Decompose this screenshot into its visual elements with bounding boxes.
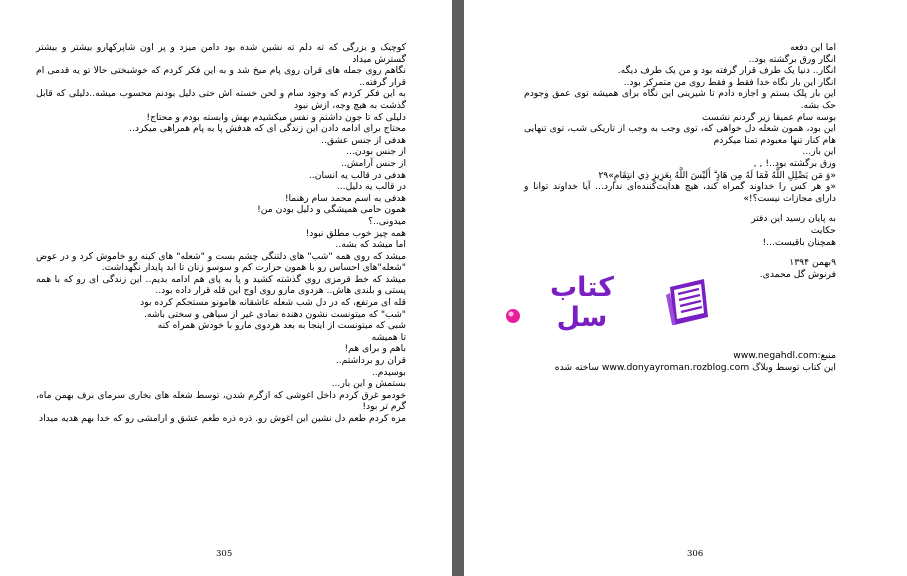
paragraph: "شب" که میتونست نشون دهنده نمادی غیر از سیاهی و سختی باشه.	[144, 308, 406, 320]
page-number: 306	[687, 549, 704, 559]
closing-line: حکایت	[810, 224, 836, 236]
page-305-text	[36, 42, 406, 425]
paragraph: این بود، همون شعله دل خواهی که، توی وجب به وجب از تاریکی شب، توی تنهایی هام کنار تنها معبودم تمنا میکردم	[524, 123, 836, 146]
page-306	[464, 0, 907, 576]
paragraph: میشد که روی همه "شب" های دلتنگی چشم بست و "شعله" های کینه رو خاموش کرد و در عوض "شعله"های احساس رو با همون حرارت کم و سوسو زنان تا ابد پایدار نگهداشت.	[36, 250, 406, 274]
paragraph: همه چیز خوب مطلق نبود!	[305, 227, 406, 239]
paragraph: میشد که خط قرمزی روی گذشته کشید و پا به پای هم ادامه بدیم.. این زندگی ای رو که با همه پستی و بلندی هاش.. هردوی مارو روی اوج این قله قرار داده بود..	[36, 273, 406, 297]
paragraph: همون حامی همیشگی و دلیل بودن من!	[257, 204, 406, 216]
paragraph: ورق برگشته بود..! , ,	[753, 157, 836, 169]
paragraph: کوچیک و بزرگی که ته دلم ته نشین شده بود دامن میزد و پر اون شاپرکهارو بیشتر و بیشتر گسترش میداد	[36, 42, 406, 65]
paragraph: هدفی از جنس عشق..	[321, 134, 406, 146]
paragraph: هدفی به اسم محمد سام رهنما!	[284, 192, 406, 204]
paragraph: این بار پلک بستم و اجازه دادم تا شیرینی این نگاه برای همیشه توی عمق وجودم حک بشه.	[524, 88, 836, 111]
paragraph: باهم و برای هم!	[344, 343, 406, 355]
paragraph: میدونی..؟	[368, 215, 406, 227]
paragraph: اما میشد که بشه..	[335, 239, 406, 251]
paragraph: هدفی در قالب یه انسان..	[308, 169, 406, 181]
paragraph: انگار.. دنیا یک طرف قرار گرفته بود و من یک طرف دیگه.	[617, 65, 836, 77]
paragraph: بوسیدم..	[371, 366, 406, 378]
ketabsal-logo	[502, 273, 718, 337]
book-icon	[664, 277, 714, 329]
paragraph: تا همیشه	[371, 331, 406, 343]
paragraph: به این فکر کردم که وجود سام و لحن خسته اش حتی دلیل بودنم محسوب میشه..دلیلی که قابل گذشت به هیچ وجه، ازش نبود	[36, 88, 406, 111]
page-number: 305	[216, 549, 233, 559]
page-306-text	[524, 42, 836, 280]
paragraph: قران رو برداشتم..	[335, 355, 406, 367]
paragraph: انگار ورق برگشته بود..	[748, 53, 836, 65]
source-blog-credit: این کتاب توسط وبلاگ www.donyayroman.rozblog.com ساخته شده	[554, 361, 836, 373]
source-credit	[509, 350, 836, 373]
date-line: ۹بهمن ۱۳۹۴	[789, 257, 836, 269]
paragraph: بوسه سام عمیقا زیر گردنم نشست	[702, 111, 836, 123]
paragraph: در قالب یه دلیل...	[336, 181, 406, 193]
page-305	[0, 0, 452, 576]
source-label: منبع:www.negahdl.com	[733, 350, 836, 361]
page-gutter	[452, 0, 464, 576]
paragraph: شبی که میتونست از اینجا به بعد هردوی مارو با خودش همراه کنه	[157, 320, 406, 332]
paragraph: خودمو غرق کردم داخل اغوشی که ازگرم شدن، توسط شعله های بخاری سرمای برف بهمن ماه، گرم تر بود!	[36, 389, 406, 413]
paragraph: محتاج برای ادامه دادن این زندگی ای که هدفش پا به پام همراهی میکرد..	[129, 123, 406, 135]
verse-translation: «و هر کس را خداوند گمراه کند، هیچ هدایت‌کننده‌ای ندارد... آیا خداوند توانا و دارای مجازات نیست؟!»	[524, 181, 836, 204]
closing-line: به پایان رسید این دفتر	[751, 213, 836, 225]
logo-dot-icon	[504, 307, 522, 325]
paragraph: دلیلی که تا جون داشتم و نفس میکشیدم بهش وابسته بودم و محتاج!	[146, 111, 406, 123]
logo-text-ketab: کتاب	[550, 272, 614, 303]
paragraph: بستمش و این بار...	[331, 378, 406, 390]
paragraph: از جنس بودن...	[346, 146, 406, 158]
paragraph: مزه کردم طعم دل نشین این اغوش رو. ذره ذره طعم عشق و ارامشی رو که خدا بهم هدیه میداد	[39, 413, 406, 424]
logo-text-sal: سل	[556, 302, 608, 333]
closing-line: همچنان باقیست...!	[762, 236, 836, 248]
paragraph: اما این دفعه	[789, 42, 836, 53]
quran-verse: «وَ مَن يَضْلِلِ اللَّهُ فَمَا لَهُ مِن هَادٍ ۗ أَلَيْسَ اللَّهُ بِعَزِيزٍ ذِي انتِقَامٍ»۲۹	[598, 169, 836, 181]
author-signature: فرنوش گل محمدی.	[759, 268, 836, 280]
paragraph: از جنس آرامش..	[340, 157, 406, 169]
logo-wordmark	[502, 273, 662, 333]
paragraph: این بار...	[802, 146, 836, 158]
paragraph: نگاهم روی جمله های قران روی پام میخ شد و به این فکر کردم که خوشبختی حالا تو یه قدمی ام قرار گرفته..	[36, 65, 406, 88]
paragraph: قله ای مرتفع، که در دل شب شعله عاشقانه هامونو مستحکم کرده بود	[140, 297, 406, 309]
paragraph: انگار این بار نگاه خدا فقط و فقط روی من متمرکز بود..	[623, 76, 836, 88]
